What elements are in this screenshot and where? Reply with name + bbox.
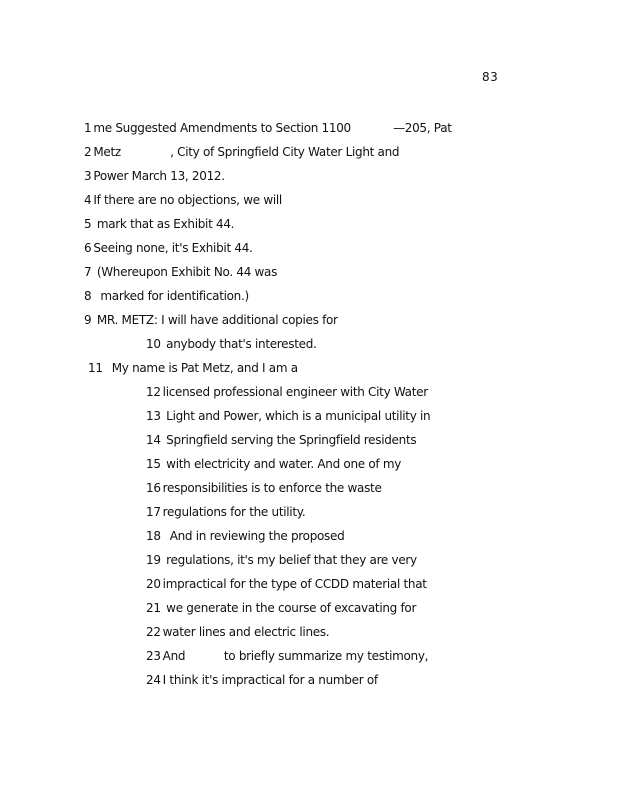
line-text: me Suggested Amendments to Section 1100 —205, Pat (93, 121, 452, 135)
line-text: Metz , City of Springfield City Water Light and (93, 145, 400, 159)
transcript-line (84, 144, 399, 160)
line-text: responsibilities is to enforce the waste (162, 481, 382, 495)
line-number: 16 (146, 481, 161, 495)
page-number: 83 (482, 70, 499, 84)
line-text: Springfield serving the Springfield residents (162, 433, 417, 447)
transcript-line (84, 216, 234, 232)
line-number: 9 (84, 313, 92, 327)
line-number: 7 (84, 265, 92, 279)
line-number: 21 (146, 601, 161, 615)
line-text: we generate in the course of excavating for (162, 601, 417, 615)
line-text: I think it's impractical for a number of (162, 673, 378, 687)
transcript-line (84, 240, 253, 256)
transcript-line (84, 288, 249, 304)
line-number: 23 (146, 649, 161, 663)
line-text: anybody that's interested. (162, 337, 317, 351)
line-number: 18 (146, 529, 161, 543)
line-text: MR. METZ: I will have additional copies for (93, 313, 338, 327)
line-number: 11 (88, 361, 103, 375)
line-text: licensed professional engineer with City Water (162, 385, 428, 399)
transcript-line (146, 600, 416, 616)
transcript-line (146, 528, 344, 544)
line-text: If there are no objections, we will (93, 193, 282, 207)
line-number: 22 (146, 625, 161, 639)
line-text: (Whereupon Exhibit No. 44 was (93, 265, 278, 279)
line-number: 13 (146, 409, 161, 423)
line-text: And to briefly summarize my testimony, (162, 649, 429, 663)
line-number: 2 (84, 145, 92, 159)
transcript-line (146, 552, 417, 568)
transcript-line (84, 312, 338, 328)
line-number: 24 (146, 673, 161, 687)
transcript-line (88, 360, 298, 376)
transcript-line (146, 432, 416, 448)
line-text: regulations, it's my belief that they are very (162, 553, 417, 567)
line-text: Light and Power, which is a municipal utility in (162, 409, 431, 423)
transcript-line (84, 192, 282, 208)
line-number: 10 (146, 337, 161, 351)
line-text: water lines and electric lines. (162, 625, 330, 639)
line-number: 5 (84, 217, 92, 231)
line-text: marked for identification.) (93, 289, 249, 303)
transcript-line (146, 336, 317, 352)
line-number: 15 (146, 457, 161, 471)
line-number: 3 (84, 169, 92, 183)
line-number: 1 (84, 121, 92, 135)
line-text: regulations for the utility. (162, 505, 306, 519)
line-text: impractical for the type of CCDD material that (162, 577, 427, 591)
transcript-line (146, 384, 428, 400)
line-text: And in reviewing the proposed (162, 529, 345, 543)
line-number: 17 (146, 505, 161, 519)
line-number: 20 (146, 577, 161, 591)
transcript-line (84, 120, 452, 136)
transcript-line (146, 408, 430, 424)
transcript-line (146, 480, 382, 496)
line-number: 6 (84, 241, 92, 255)
line-text: Seeing none, it's Exhibit 44. (93, 241, 253, 255)
transcript-line (146, 624, 329, 640)
line-text: My name is Pat Metz, and I am a (104, 361, 298, 375)
line-number: 8 (84, 289, 92, 303)
transcript-line (84, 264, 277, 280)
transcript-line (84, 168, 225, 184)
line-number: 4 (84, 193, 92, 207)
line-number: 14 (146, 433, 161, 447)
line-number: 19 (146, 553, 161, 567)
transcript-line (146, 648, 428, 664)
line-number: 12 (146, 385, 161, 399)
transcript-line (146, 456, 401, 472)
transcript-line (146, 504, 305, 520)
transcript-line (146, 576, 427, 592)
line-text: mark that as Exhibit 44. (93, 217, 235, 231)
line-text: with electricity and water. And one of my (162, 457, 402, 471)
line-text: Power March 13, 2012. (93, 169, 225, 183)
transcript-line (146, 672, 378, 688)
